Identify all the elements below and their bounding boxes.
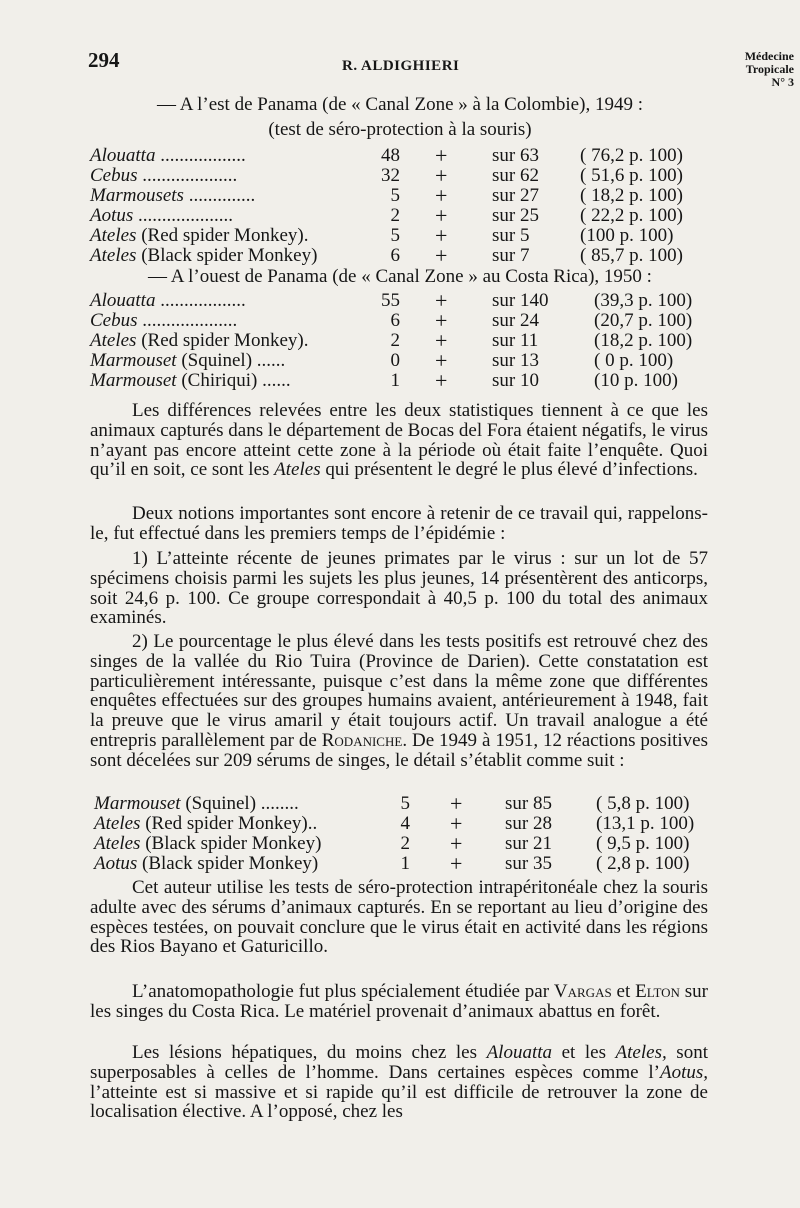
positive-count: 4 [400, 813, 410, 834]
species-name: Aotus (Black spider Monkey) [94, 853, 319, 874]
paragraph-point-1: 1) L’atteinte récente de jeunes primates par le virus : sur un lot de 57 spécimens choisis parmi les sujets les plus jeunes, 14 présentèrent des anticorps, soit 24,6 p. 100. Ce groupe correspondait à 40,5 p. 100 du total des animaux examinés. [90, 548, 708, 629]
sample-total: sur 10 [492, 370, 539, 391]
species-name: Alouatta .................. [90, 290, 246, 311]
positive-count: 0 [390, 350, 400, 371]
positive-count: 5 [390, 185, 400, 206]
section2-title: — A l’ouest de Panama (de « Canal Zone » au Costa Rica), 1950 : [148, 266, 652, 287]
plus-sign: + [435, 288, 448, 313]
species-name: Ateles (Red spider Monkey). [90, 225, 309, 246]
sample-total: sur 11 [492, 330, 539, 351]
plus-sign: + [435, 308, 448, 333]
journal-label [745, 50, 794, 89]
journal-line-2: Tropicale [745, 62, 794, 76]
percentage: (10 p. 100) [594, 370, 678, 391]
journal-line-1: Médecine [744, 49, 794, 63]
sample-total: sur 24 [492, 310, 539, 331]
running-head: R. ALDIGHIERI [342, 58, 460, 74]
plus-sign: + [435, 368, 448, 393]
positive-count: 32 [381, 165, 400, 186]
percentage: (18,2 p. 100) [594, 330, 693, 351]
species-name: Marmouset (Chiriqui) ...... [90, 370, 291, 391]
species-name: Alouatta .................. [90, 145, 246, 166]
species-name: Marmousets .............. [90, 185, 256, 206]
percentage: (20,7 p. 100) [594, 310, 693, 331]
plus-sign: + [450, 831, 463, 856]
sample-total: sur 28 [505, 813, 552, 834]
sample-total: sur 85 [505, 793, 552, 814]
species-name: Marmouset (Squinel) ........ [94, 793, 299, 814]
percentage: (13,1 p. 100) [596, 813, 695, 834]
paragraph-two-notions: Deux notions importantes sont encore à retenir de ce travail qui, rappelons-le, fut effectué dans les premiers temps de l’épidémie : [90, 503, 708, 544]
sample-total: sur 140 [492, 290, 549, 311]
percentage: ( 85,7 p. 100) [580, 245, 683, 266]
species-name: Ateles (Red spider Monkey).. [94, 813, 318, 834]
percentage: (39,3 p. 100) [594, 290, 693, 311]
plus-sign: + [435, 163, 448, 188]
positive-count: 55 [381, 290, 400, 311]
sample-total: sur 63 [492, 145, 539, 166]
positive-count: 6 [390, 245, 400, 266]
positive-count: 5 [400, 793, 410, 814]
plus-sign: + [435, 328, 448, 353]
sample-total: sur 25 [492, 205, 539, 226]
plus-sign: + [435, 183, 448, 208]
plus-sign: + [450, 811, 463, 836]
plus-sign: + [450, 851, 463, 876]
percentage: ( 51,6 p. 100) [580, 165, 683, 186]
sample-total: sur 13 [492, 350, 539, 371]
percentage: ( 0 p. 100) [594, 350, 674, 371]
sample-total: sur 35 [505, 853, 552, 874]
paragraph-anatomopathology: L’anatomopathologie fut plus spécialement étudiée par Vargas et Elton sur les singes du Costa Rica. Le matériel provenait d’animaux abattus en forêt. [90, 981, 708, 1022]
percentage: (100 p. 100) [580, 225, 674, 246]
sample-total: sur 21 [505, 833, 552, 854]
species-name: Marmouset (Squinel) ...... [90, 350, 286, 371]
positive-count: 5 [390, 225, 400, 246]
percentage: ( 76,2 p. 100) [580, 145, 683, 166]
percentage: ( 2,8 p. 100) [596, 853, 690, 874]
plus-sign: + [435, 243, 448, 268]
species-name: Cebus .................... [90, 310, 238, 331]
species-name: Ateles (Red spider Monkey). [90, 330, 309, 351]
percentage: ( 9,5 p. 100) [596, 833, 690, 854]
paragraph-author-tests: Cet auteur utilise les tests de séro-protection intrapéritonéale chez la souris adulte avec des sérums d’animaux capturés. En se reportant au lieu d’origine des espèces testées, on pouvait conclure que le virus était en activité dans les régions des Rios Bayano et Gaturicillo. [90, 877, 708, 958]
percentage: ( 18,2 p. 100) [580, 185, 683, 206]
positive-count: 2 [390, 330, 400, 351]
positive-count: 2 [400, 833, 410, 854]
sample-total: sur 62 [492, 165, 539, 186]
plus-sign: + [435, 143, 448, 168]
paragraph-differences: Les différences relevées entre les deux statistiques tiennent à ce que les animaux capturés dans le département de Bocas del Fora étaient négatifs, le virus n’ayant pas encore atteint cette zone à la période où était faite l’enquête. Quoi qu’il en soit, ce sont les Ateles qui présentent le degré le plus élevé d’infections. [90, 400, 708, 481]
species-name: Aotus .................... [90, 205, 234, 226]
sample-total: sur 5 [492, 225, 530, 246]
positive-count: 1 [400, 853, 410, 874]
percentage: ( 5,8 p. 100) [596, 793, 690, 814]
plus-sign: + [435, 203, 448, 228]
species-name: Cebus .................... [90, 165, 238, 186]
section1-title-line2: (test de séro-protection à la souris) [268, 119, 532, 140]
percentage: ( 22,2 p. 100) [580, 205, 683, 226]
positive-count: 2 [390, 205, 400, 226]
plus-sign: + [450, 791, 463, 816]
plus-sign: + [435, 348, 448, 373]
species-name: Ateles (Black spider Monkey) [94, 833, 322, 854]
paragraph-point-2: 2) Le pourcentage le plus élevé dans les tests positifs est retrouvé chez des singes de la vallée du Rio Tuira (Province de Darien). Cette constatation est particulièrement intéressante, puisque c’est dans la même zone que différentes enquêtes effectuées sur des groupes humains avaient, antérieurement à 1948, fait la preuve que le virus amaril y était toujours actif. Un travail analogue a été entrepris parallèlement par de Rodaniche. De 1949 à 1951, 12 réactions positives sont décelées sur 209 sérums de singes, le détail s’établit comme suit : [90, 631, 708, 771]
plus-sign: + [435, 223, 448, 248]
sample-total: sur 27 [492, 185, 539, 206]
species-name: Ateles (Black spider Monkey) [90, 245, 318, 266]
positive-count: 1 [390, 370, 400, 391]
journal-line-3: N° 3 [771, 75, 794, 89]
paragraph-hepatic-lesions: Les lésions hépatiques, du moins chez les Alouatta et les Ateles, sont superposables à celles de l’homme. Dans certaines espèces comme l’Aotus, l’atteinte est si massive et si rapide qu’il est difficile de retrouver la zone de localisation élective. A l’opposé, chez les [90, 1042, 708, 1123]
page-number: 294 [88, 48, 120, 72]
positive-count: 48 [381, 145, 400, 166]
sample-total: sur 7 [492, 245, 530, 266]
positive-count: 6 [390, 310, 400, 331]
section1-title-line1: — A l’est de Panama (de « Canal Zone » à la Colombie), 1949 : [157, 94, 643, 115]
